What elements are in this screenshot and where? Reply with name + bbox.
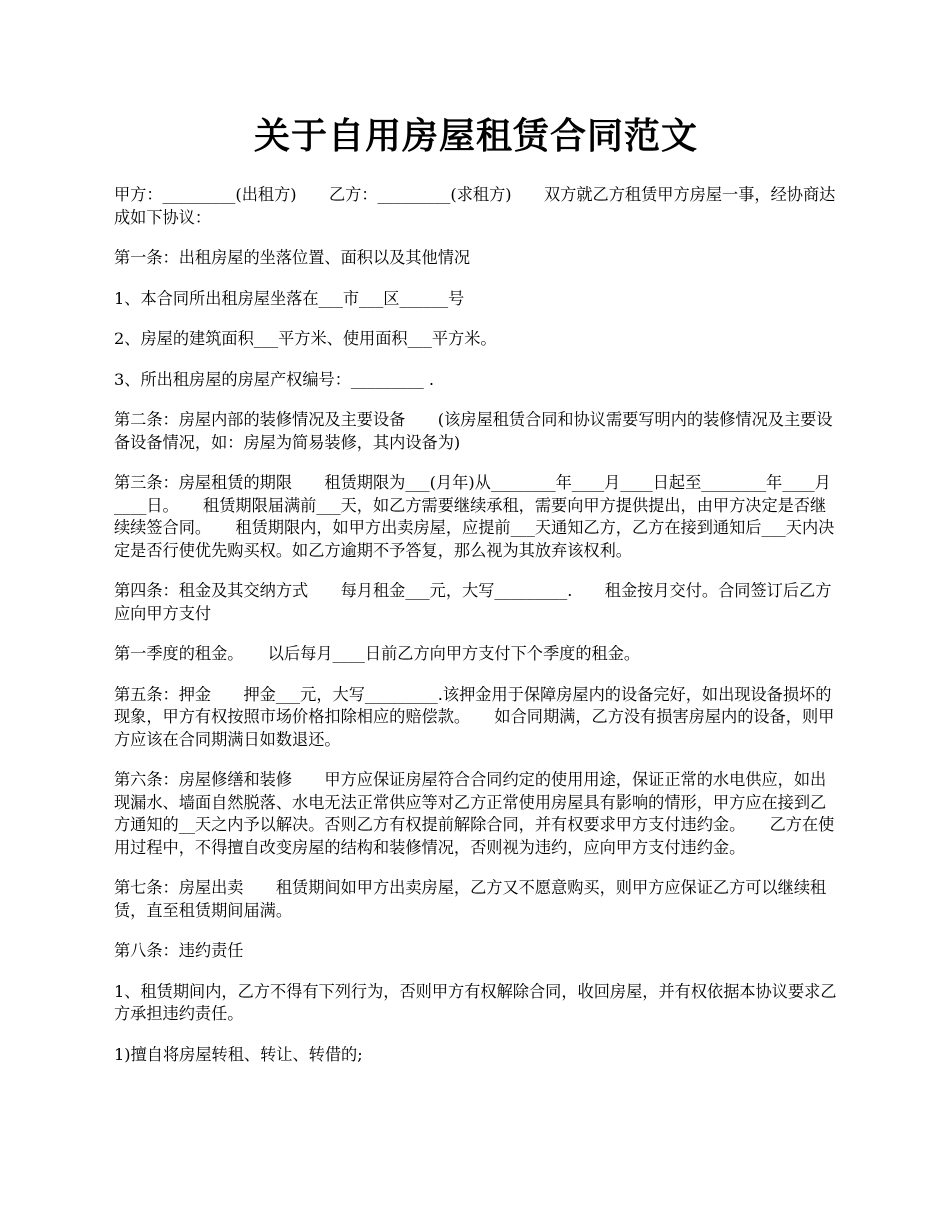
document-title: 关于自用房屋租赁合同范文 <box>253 115 698 157</box>
clause-1-heading: 第一条：出租房屋的坐落位置、面积以及其他情况 <box>114 248 471 267</box>
clause-8-item-1: 1、租赁期间内，乙方不得有下列行为，否则甲方有权解除合同，收回房屋，并有权依据本协议要求乙方承担违约责任。 <box>114 981 837 1023</box>
clause-8-subitem-1: 1)擅自将房屋转租、转让、转借的; <box>114 1044 363 1064</box>
clause-4-continuation: 第一季度的租金。 以后每月____日前乙方向甲方支付下个季度的租金。 <box>114 644 641 663</box>
clause-7-paragraph: 第七条：房屋出卖 租赁期间如甲方出卖房屋，乙方又不愿意购买，则甲方应保证乙方可以继续租赁，直至租赁期间届满。 <box>114 878 827 920</box>
clause-1-item-3: 3、所出租房屋的房屋产权编号：_________ . <box>114 369 435 389</box>
clause-1-item-2: 2、房屋的建筑面积___平方米、使用面积___平方米。 <box>114 329 497 348</box>
preamble-paragraph: 甲方：_________(出租方) 乙方：_________(求租方) 双方就乙方租赁甲方房屋一事，经协商达成如下协议： <box>114 185 836 227</box>
clause-1-item-1: 1、本合同所出租房屋坐落在___市___区______号 <box>114 288 465 308</box>
clause-4-paragraph: 第四条：租金及其交纳方式 每月租金___元，大写_________. 租金按月交付。合同签订后乙方应向甲方支付 <box>114 581 832 623</box>
clause-2-paragraph: 第二条：房屋内部的装修情况及主要设备 (该房屋租赁合同和协议需要写明内的装修情况及主要设备设备情况，如：房屋为简易装修，其内设备为) <box>114 410 833 452</box>
clause-6-paragraph: 第六条：房屋修缮和装修 甲方应保证房屋符合合同约定的使用用途，保证正常的水电供应，如出现漏水、墙面自然脱落、水电无法正常供应等对乙方正常使用房屋具有影响的情形，甲方应在接到乙方通知的__天之内予以解决。否则乙方有权提前解除合同，并有权要求甲方支付违约金。 乙方在使用过程中，不得擅自改变房屋的结构和装修情况，否则视为违约，应向甲方支付违约金。 <box>114 770 835 857</box>
clause-8-heading: 第八条：违约责任 <box>114 941 244 960</box>
clause-3-paragraph: 第三条：房屋租赁的期限 租赁期限为___(月年)从________年____月____日起至________年____月____日。 租赁期限届满前___天，如乙方需要继续承租，需要向甲方提供提出，由甲方决定是否继续续签合同。 租赁期限内，如甲方出卖房屋，应提前___天通知乙方，乙方在接到通知后___天内决定是否行使优先购买权。如乙方逾期不予答复，那么视为其放弃该权利。 <box>114 473 835 560</box>
clause-5-paragraph: 第五条：押金 押金___元，大写_________.该押金用于保障房屋内的设备完好，如出现设备损坏的现象，甲方有权按照市场价格扣除相应的赔偿款。 如合同期满，乙方没有损害房屋内的设备，则甲方应该在合同期满日如数退还。 <box>114 684 835 749</box>
